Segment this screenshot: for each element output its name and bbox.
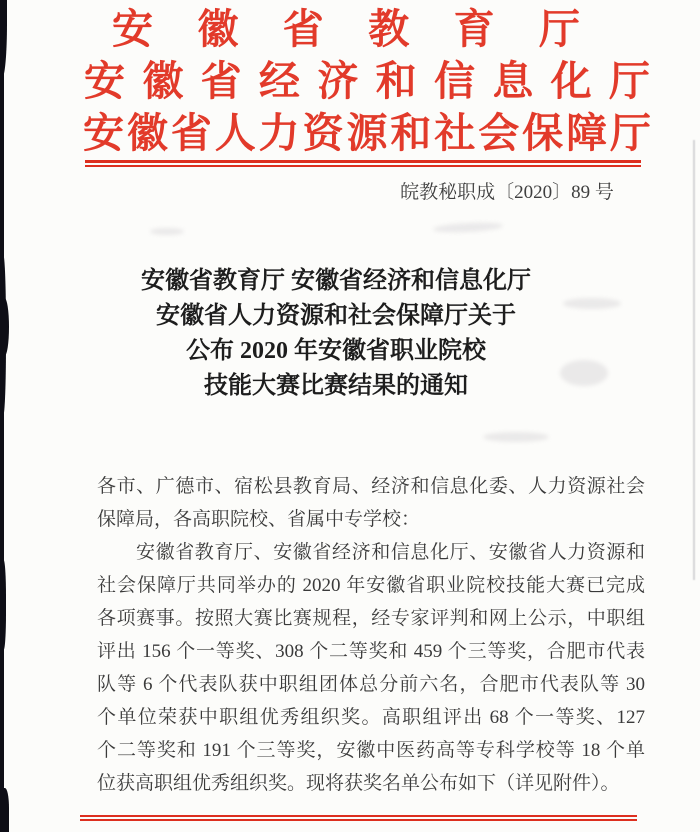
scan-smudge (150, 228, 184, 235)
scan-edge-blob (0, 788, 9, 832)
body-line: 安徽省教育厅、安徽省经济和信息化厅、安徽省人力资源和 (136, 542, 645, 563)
title-line-1: 安徽省教育厅 安徽省经济和信息化厅 (141, 268, 531, 294)
letterhead-agency-economy-information: 安徽省经济和信息化厅 (84, 58, 650, 104)
title-line-2: 安徽省人力资源和社会保障厅关于 (156, 303, 516, 329)
document-number: 皖教秘职成〔2020〕89 号 (400, 182, 614, 203)
body-line: 各市、广德市、宿松县教育局、经济和信息化委、人力资源社会 (97, 476, 645, 497)
body-line: 保障局，各高职院校、省属中专学校： (97, 509, 421, 530)
letterhead-separator-rule (85, 160, 641, 167)
scan-edge-blob (0, 560, 6, 650)
letterhead-agency-education: 安徽省教育厅 (112, 6, 580, 52)
document-body (97, 470, 645, 800)
letterhead-agency-human-resources: 安徽省人力资源和社会保障厅 (83, 110, 651, 156)
body-line: 个二等奖和 191 个三等奖，安徽中医药高等专科学校等 18 个单 (97, 740, 645, 761)
title-line-3: 公布 2020 年安徽省职业院校 (186, 338, 486, 364)
body-line: 个单位荣获中职组优秀组织奖。高职组评出 68 个一等奖、127 (97, 707, 645, 728)
body-line: 队等 6 个代表队获中职组团体总分前六名，合肥市代表队等 30 (97, 674, 645, 695)
body-line: 各项赛事。按照大赛比赛规程，经专家评判和网上公示，中职组 (97, 608, 645, 629)
body-line: 评出 156 个一等奖、308 个二等奖和 459 个三等奖，合肥市代表 (97, 641, 645, 662)
scan-fold-line (693, 140, 695, 580)
scan-smudge (433, 221, 503, 234)
scan-smudge (483, 432, 549, 442)
scan-edge-blob (0, 0, 7, 78)
footer-separator-rule (80, 815, 637, 821)
body-line: 社会保障厅共同举办的 2020 年安徽省职业院校技能大赛已完成 (97, 575, 645, 596)
title-line-4: 技能大赛比赛结果的通知 (204, 373, 468, 399)
body-line: 位获高职组优秀组织奖。现将获奖名单公布如下（详见附件）。 (97, 773, 620, 794)
scan-edge-artifact (0, 0, 4, 832)
document-title (0, 264, 672, 404)
